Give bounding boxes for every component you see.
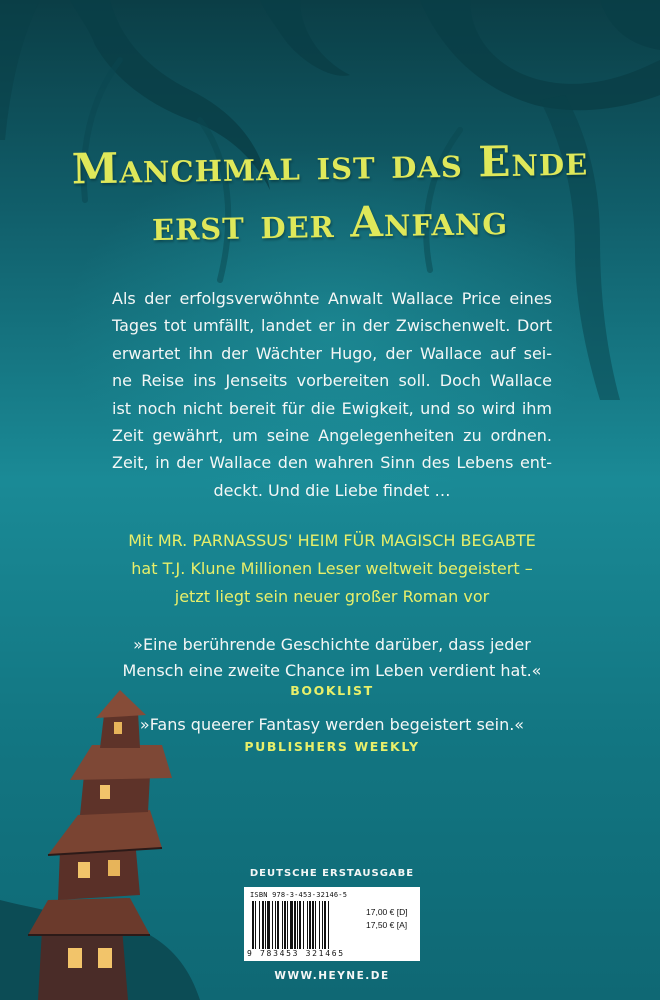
- barcode-bar: [284, 901, 286, 949]
- synopsis: [112, 285, 552, 504]
- barcode-bar: [307, 901, 308, 949]
- review-quote-1: [112, 632, 552, 684]
- synopsis-line: ne Reise ins Jenseits vorbereiten soll. Doch Wallace: [112, 371, 552, 391]
- barcode-bar: [328, 901, 329, 949]
- synopsis-line: Tages tot umfällt, landet er in der Zwischenwelt. Dort: [112, 316, 552, 336]
- isbn-label: ISBN 978-3-453-32146-5: [250, 891, 348, 899]
- synopsis-line: Als der erfolgsverwöhnte Anwalt Wallace Price eines: [112, 289, 552, 308]
- synopsis-line: Zeit, in der Wallace den wahren Sinn des Lebens ent-: [112, 453, 552, 473]
- barcode-bar: [287, 901, 288, 949]
- synopsis-line: Zeit gewährt, um seine Angelegenheiten zu ordnen.: [112, 426, 552, 446]
- barcode-bar: [322, 901, 323, 949]
- author-promo: [112, 527, 552, 611]
- promo-line: jetzt liegt sein neuer großer Roman vor: [174, 587, 490, 606]
- barcode-icon: [252, 901, 360, 949]
- barcode-bar: [262, 901, 264, 949]
- barcode-bar: [282, 901, 283, 949]
- barcode-bar: [315, 901, 316, 949]
- barcode-bar: [252, 901, 254, 949]
- headline-line-2: erst der Anfang: [151, 194, 509, 251]
- review-source-2: PUBLISHERS WEEKLY: [244, 739, 420, 754]
- synopsis-line: deckt. Und die Liebe findet …: [213, 480, 451, 500]
- quote-line: Mensch eine zweite Chance im Leben verdient hat.«: [122, 661, 542, 680]
- promo-line: hat T.J. Klune Millionen Leser weltweit begeistert –: [131, 559, 533, 578]
- review-source-1: BOOKLIST: [290, 683, 374, 698]
- barcode-bar: [324, 901, 326, 949]
- barcode-bar: [297, 901, 298, 949]
- barcode-digits: 9 783453 321465: [247, 949, 345, 958]
- barcode-bar: [319, 901, 320, 949]
- headline-line-1: Manchmal ist das Ende: [71, 135, 589, 194]
- price-germany: 17,00 € [D]: [366, 907, 408, 917]
- barcode-bar: [259, 901, 260, 949]
- barcode-bar: [255, 901, 256, 949]
- barcode-bar: [312, 901, 314, 949]
- synopsis-line: erwartet ihn der Wächter Hugo, der Wallace auf sei-: [112, 343, 552, 363]
- barcode-panel: [244, 887, 420, 961]
- barcode-bar: [272, 901, 273, 949]
- barcode-bar: [294, 901, 296, 949]
- review-quote-2: [112, 712, 552, 738]
- synopsis-line: ist noch nicht bereit für die Ewigkeit, und so wird ihm: [112, 398, 552, 418]
- barcode-bar: [265, 901, 266, 949]
- quote-line: »Eine berührende Geschichte darüber, dass jeder: [133, 635, 531, 654]
- edition-label: DEUTSCHE ERSTAUSGABE: [249, 868, 415, 879]
- price-austria: 17,50 € [A]: [366, 920, 408, 930]
- barcode-bar: [309, 901, 311, 949]
- barcode-bar: [303, 901, 304, 949]
- barcode-bar: [275, 901, 276, 949]
- quote-line: »Fans queerer Fantasy werden begeistert sein.«: [139, 715, 525, 734]
- barcode-bar: [277, 901, 279, 949]
- promo-line: Mit MR. PARNASSUS' HEIM FÜR MAGISCH BEGABTE: [128, 531, 536, 550]
- barcode-bar: [299, 901, 301, 949]
- barcode-bar: [290, 901, 293, 949]
- barcode-bar: [267, 901, 270, 949]
- publisher-website: WWW.HEYNE.DE: [274, 970, 390, 982]
